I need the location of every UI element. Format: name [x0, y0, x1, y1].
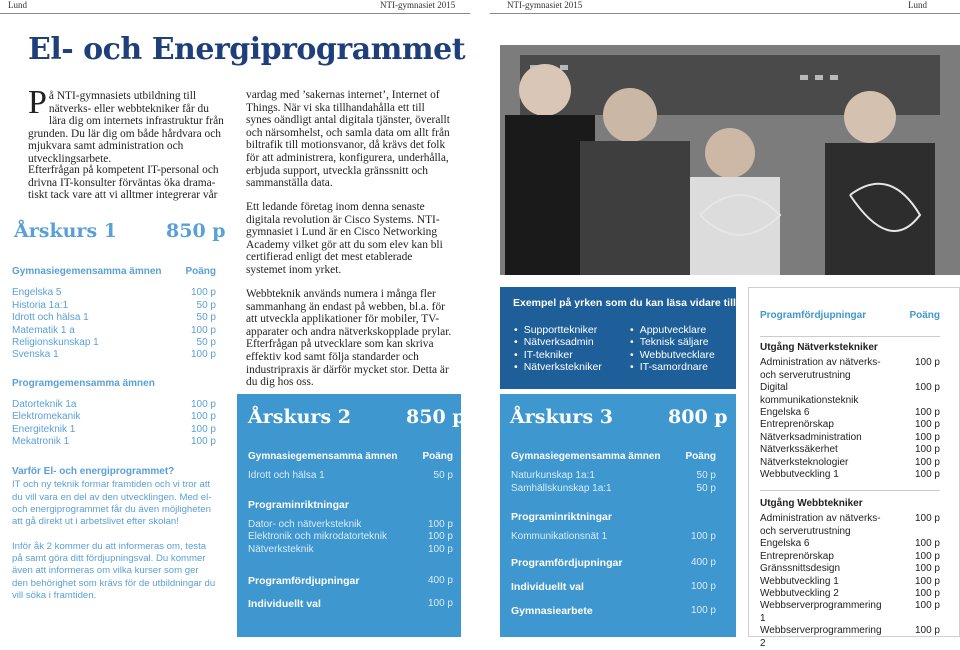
year2-col-subject: Gymnasiegemensamma ämnen: [248, 451, 398, 462]
row-subject: Datorteknik 1a: [12, 398, 77, 410]
year2-col-points: Poäng: [422, 451, 453, 462]
row-points: 100 p: [914, 382, 940, 394]
table-row: [760, 588, 940, 600]
row-subject: Administration av nätverks- och serverutrustning: [760, 513, 881, 537]
row-points: 100 p: [914, 563, 940, 575]
row-points: 100 p: [914, 419, 940, 431]
row-subject: Nätverkssäkerhet: [760, 444, 838, 456]
row-points: 100 p: [914, 600, 940, 612]
row-points: 100 p: [914, 550, 940, 562]
year2-ford-val: 400 p: [427, 575, 453, 587]
row-points: 50 p: [196, 337, 216, 349]
table-row: [248, 544, 453, 556]
table-row: [12, 424, 216, 436]
row-points: 100 p: [427, 518, 453, 530]
year1-label: Årskurs 1: [14, 220, 117, 242]
row-subject: Webbutveckling 2: [760, 587, 839, 599]
row-subject: Engelska 6: [760, 538, 810, 550]
table-row: [511, 470, 716, 482]
row-subject: Kommunikationsnät 1: [511, 531, 608, 543]
year1-table: [12, 266, 216, 602]
table-row: [248, 470, 453, 482]
row-subject: Matematik 1 a: [12, 324, 75, 336]
table-row: [760, 382, 940, 407]
row-points: 100 p: [914, 575, 940, 587]
year3-col-points: Poäng: [685, 451, 716, 462]
row-subject: Samhällskunskap 1a:1: [511, 482, 612, 494]
students-photo: [500, 45, 960, 275]
year2-ford-head: Programfördjupningar: [248, 575, 360, 588]
header-location-left: Lund: [8, 0, 27, 10]
table-row: [12, 399, 216, 411]
year1-why-p2: Inför åk 2 kommer du att informeras om, testa på samt göra ditt fördjupningsval. Du kommer även att informeras om vilka kurser som ger den behörighet som krävs för de utbildningar du vill söka i framtiden.: [12, 540, 216, 601]
table-row: [760, 457, 940, 469]
row-subject: Elektronik och mikrodatorteknik: [248, 531, 387, 543]
table-row: [760, 444, 940, 456]
table-row: [248, 519, 453, 531]
year1-col-points: Poäng: [185, 266, 216, 277]
spec-group1-head: Utgång Nätverkstekniker: [760, 336, 940, 353]
year2-inr-head: Programinriktningar: [248, 498, 349, 511]
header-location-right: Lund: [908, 0, 927, 10]
row-subject: Gränssnittsdesign: [760, 563, 841, 575]
row-subject: Elektromekanik: [12, 411, 81, 423]
job-item: • Webbutvecklare: [630, 349, 715, 361]
table-row: [12, 300, 216, 312]
year3-arb-head: Gymnasiearbete: [511, 605, 593, 618]
row-points: 50 p: [196, 299, 216, 311]
intro-paragraph-2: Efterfrågan på kompetent IT-personal och drivna IT-konsulter förväntas öka drama- tiskt tack vare att vi alltmer integrerar vår: [28, 164, 219, 202]
table-row: [12, 312, 216, 324]
row-subject: Nätverksteknologier: [760, 456, 849, 468]
col2-paragraph-2: Ett ledande företag inom denna senaste digitala revolution är Cisco Systems. NTI-gymnasiet i Lund är en Cisco Networking Academy vilket gör att du som elev kan bli certifierad enligt det mest etablerade systemet inom yrket.: [246, 201, 443, 276]
header-school-left: NTI-gymnasiet 2015: [380, 0, 456, 10]
year1-why-p1: IT och ny teknik formar framtiden och vi tror att du vill vara en del av den utvecklingen. Med el- och energiprogrammet får du även möjligheten att gå direkt ut i arbetslivet efter skolan!: [12, 479, 212, 528]
table-row: [760, 469, 940, 481]
specializations-table: [760, 310, 940, 650]
year3-ford-head: Programfördjupningar: [511, 556, 623, 569]
table-row: [760, 538, 940, 550]
year3-arb-val: 100 p: [690, 605, 716, 617]
row-subject: Naturkunskap 1a:1: [511, 470, 595, 482]
table-row: [760, 407, 940, 419]
col2-paragraph-3: Webbteknik används numera i många fler sammanhang än endast på webben, bl.a. för att utveckla applikationer för mobiler, TV-apparater och andra nätverkskopplade prylar. Efterfrågan på utvecklare som kan skriva effektiv kod samt följa standarder och industripraxis är därför mycket stor. Detta är du dig hos oss.: [246, 288, 452, 389]
table-row: [760, 563, 940, 575]
row-subject: Digital kommunikationsteknik: [760, 382, 859, 406]
year2-ind-val: 100 p: [427, 598, 453, 610]
job-item: • Teknisk säljare: [630, 336, 715, 348]
row-subject: Webbutveckling 1: [760, 575, 839, 587]
row-subject: Webbserverprogrammering 2: [760, 625, 882, 649]
jobs-list-1: [514, 324, 602, 374]
year1-why-head: Varför El- och energiprogrammet?: [12, 466, 175, 478]
row-points: 100 p: [914, 431, 940, 443]
row-subject: Historia 1a:1: [12, 299, 69, 311]
row-subject: Entreprenörskap: [760, 419, 834, 431]
header-school-right: NTI-gymnasiet 2015: [507, 0, 583, 10]
col2-paragraph-1: vardag med ’sakernas internet’, Internet of Things. När vi ska tillhandahålla ett till synes oändligt antal digitala tjänster, överallt och närsomhelst, och samla data om allt från biltrafik till motionsvanor, då krävs det folk för att administrera, konfigurera, underhålla, erbjuda support, utveckla gränssnitt och sammanställa data.: [246, 89, 450, 190]
table-row: [760, 551, 940, 563]
table-row: [760, 576, 940, 588]
row-subject: Religionskunskap 1: [12, 337, 99, 349]
row-subject: Engelska 6: [760, 407, 810, 419]
year3-label: Årskurs 3: [510, 406, 613, 428]
row-points: 100 p: [190, 436, 216, 448]
job-item: • Supporttekniker: [514, 324, 602, 336]
row-points: 100 p: [190, 324, 216, 336]
table-row: [760, 625, 940, 650]
year3-ind-val: 100 p: [690, 581, 716, 593]
header-rule-left: [0, 13, 470, 14]
row-points: 100 p: [190, 411, 216, 423]
header-rule-right: [490, 13, 960, 14]
row-subject: Idrott och hälsa 1: [12, 312, 89, 324]
row-points: 100 p: [914, 469, 940, 481]
spec-col-subject: Programfördjupningar: [760, 310, 867, 321]
intro-paragraph: På NTI-gymnasiets utbildning till nätverks- eller webbtekniker får du lära dig om internets infrastruktur från grunden. Du lär dig om både hårdvara och mjukvara samt administration och utvecklingsarbete.: [28, 84, 224, 165]
row-points: 100 p: [914, 456, 940, 468]
table-row: [511, 483, 716, 495]
jobs-heading: Exempel på yrken som du kan läsa vidare till:: [513, 297, 740, 309]
year3-table: [511, 451, 716, 618]
page-title: El- och Energiprogrammet: [28, 32, 466, 67]
drop-cap: P: [28, 84, 47, 121]
row-subject: Engelska 5: [12, 287, 62, 299]
row-subject: Energiteknik 1: [12, 423, 76, 435]
row-points: 100 p: [914, 407, 940, 419]
year2-points: 850 p: [406, 406, 466, 428]
row-points: 100 p: [914, 444, 940, 456]
year1-col-subject: Gymnasiegemensamma ämnen: [12, 266, 162, 277]
table-row: [248, 531, 453, 543]
row-subject: Webbutveckling 1: [760, 469, 839, 481]
row-points: 100 p: [690, 531, 716, 543]
row-subject: Idrott och hälsa 1: [248, 470, 325, 482]
table-row: [12, 337, 216, 349]
row-points: 50 p: [696, 482, 716, 494]
year3-col-subject: Gymnasiegemensamma ämnen: [511, 451, 661, 462]
year1-prog-head: Programgemensamma ämnen: [12, 377, 155, 389]
row-points: 100 p: [914, 538, 940, 550]
row-points: 100 p: [190, 423, 216, 435]
row-subject: Svenska 1: [12, 349, 59, 361]
row-subject: Webbserverprogrammering 1: [760, 600, 882, 624]
row-subject: Nätverksadministration: [760, 431, 862, 443]
students-photo-icon: [500, 45, 960, 275]
row-points: 100 p: [427, 531, 453, 543]
row-points: 100 p: [914, 587, 940, 599]
year3-ind-head: Individuellt val: [511, 581, 584, 594]
row-points: 50 p: [696, 470, 716, 482]
jobs-list-2: [630, 324, 715, 374]
job-item: • IT-tekniker: [514, 349, 602, 361]
table-row: [12, 325, 216, 337]
table-row: [12, 436, 216, 448]
year3-ford-val: 400 p: [690, 556, 716, 568]
row-points: 100 p: [190, 398, 216, 410]
row-points: 100 p: [914, 513, 940, 525]
year2-ind-head: Individuellt val: [248, 598, 321, 611]
year1-points: 850 p: [166, 220, 226, 242]
spec-col-points: Poäng: [909, 310, 940, 321]
row-points: 100 p: [190, 349, 216, 361]
job-item: • IT-samordnare: [630, 361, 715, 373]
row-points: 100 p: [190, 287, 216, 299]
row-points: 100 p: [427, 543, 453, 555]
job-item: • Nätverksadmin: [514, 336, 602, 348]
year2-table: [248, 451, 453, 611]
row-points: 50 p: [196, 312, 216, 324]
row-points: 50 p: [433, 470, 453, 482]
table-row: [760, 357, 940, 382]
spec-group2-head: Utgång Webbtekniker: [760, 490, 940, 509]
table-row: [760, 513, 940, 538]
row-subject: Dator- och nätverksteknik: [248, 518, 362, 530]
row-subject: Mekatronik 1: [12, 436, 70, 448]
year3-points: 800 p: [668, 406, 728, 428]
row-points: 100 p: [914, 357, 940, 369]
table-row: [760, 600, 940, 625]
table-row: [12, 411, 216, 423]
row-subject: Nätverksteknik: [248, 543, 314, 555]
year3-inr-head: Programinriktningar: [511, 511, 612, 524]
row-subject: Administration av nätverks- och serverutrustning: [760, 357, 881, 381]
table-row: [760, 419, 940, 431]
table-row: [12, 287, 216, 299]
table-row: [760, 432, 940, 444]
table-row: [511, 531, 716, 543]
row-subject: Entreprenörskap: [760, 550, 834, 562]
table-row: [12, 349, 216, 361]
year2-label: Årskurs 2: [248, 406, 351, 428]
job-item: • Apputvecklare: [630, 324, 715, 336]
job-item: • Nätverkstekniker: [514, 361, 602, 373]
row-points: 100 p: [914, 625, 940, 637]
